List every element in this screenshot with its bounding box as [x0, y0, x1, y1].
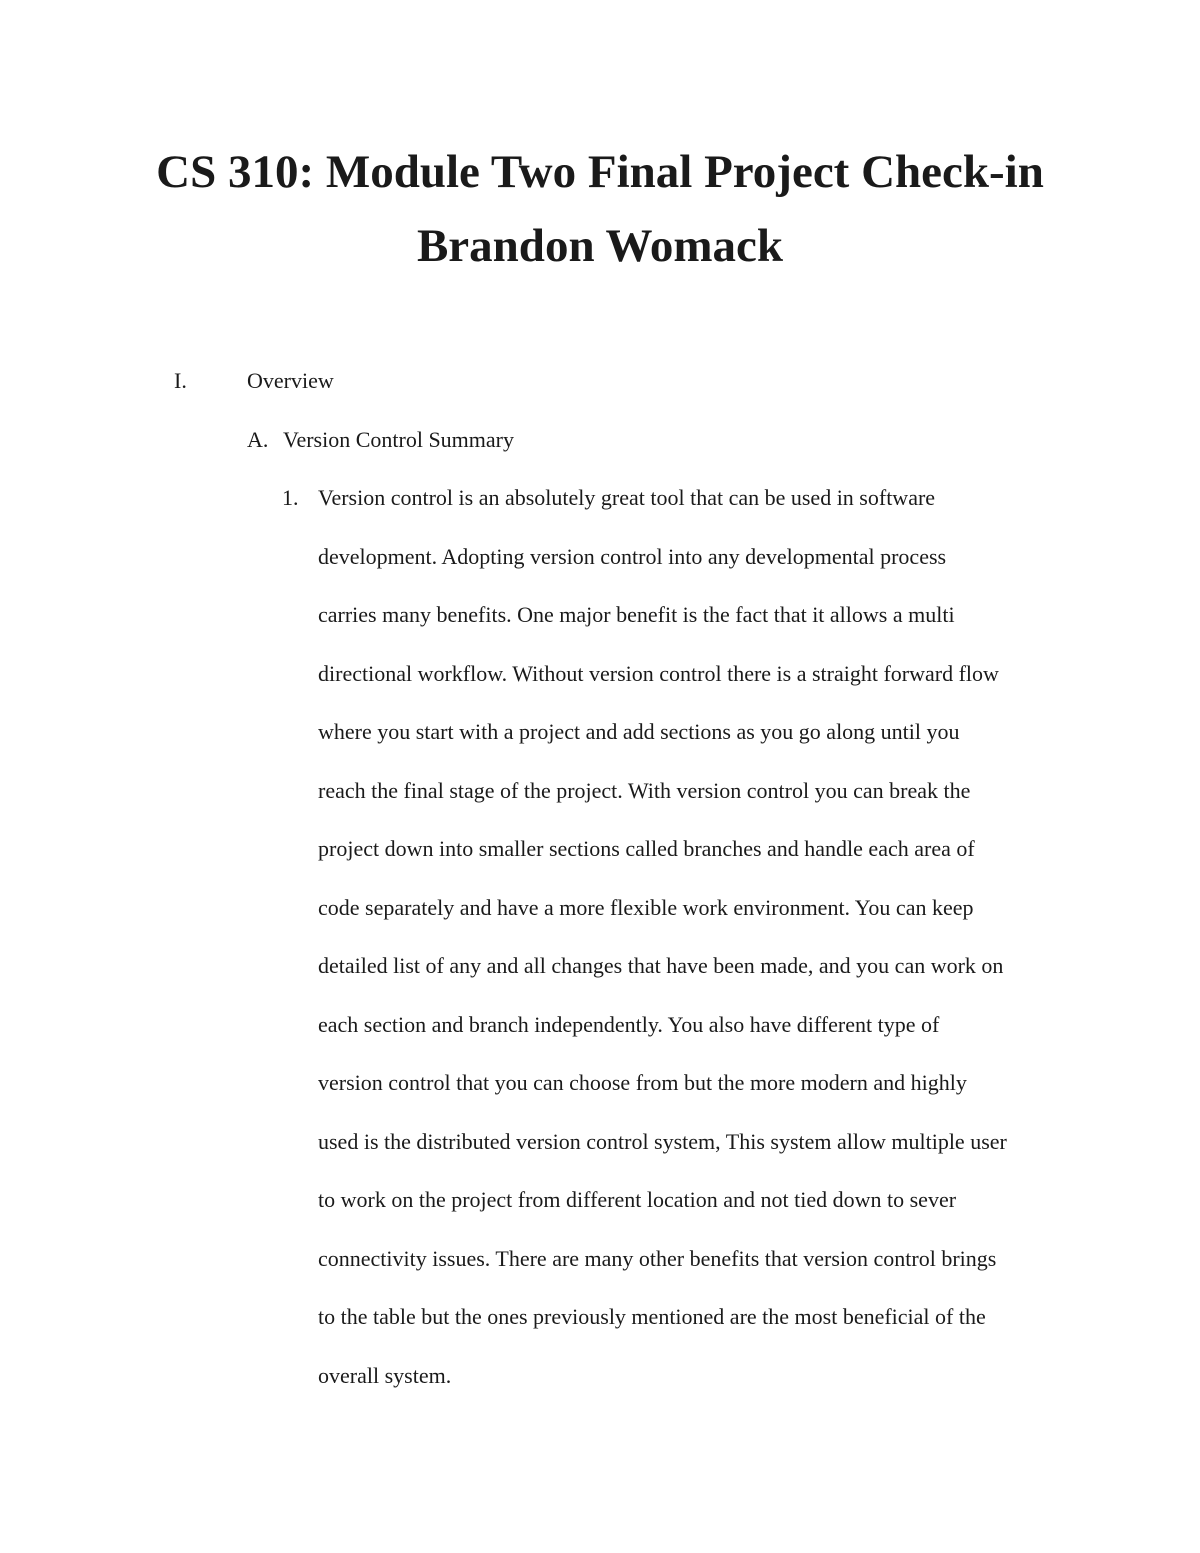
item-marker: 1.	[282, 485, 299, 510]
section-marker: I.	[174, 368, 187, 393]
paragraph-line: to work on the project from different location and not tied down to sever	[318, 1187, 957, 1212]
paragraph-line: development. Adopting version control into any developmental process	[318, 543, 947, 569]
paragraph-line: carries many benefits. One major benefit is the fact that it allows a multi	[318, 602, 955, 627]
paragraph-line: reach the final stage of the project. With version control you can break the	[318, 777, 971, 803]
paragraph-line: used is the distributed version control system, This system allow multiple user	[318, 1128, 1007, 1154]
paragraph-line: code separately and have a more flexible work environment. You can keep	[318, 894, 974, 920]
subsection-marker: A.	[247, 427, 269, 452]
paragraph-line: where you start with a project and add sections as you go along until you	[318, 719, 960, 744]
paragraph-line: connectivity issues. There are many other benefits that version control brings	[318, 1245, 997, 1271]
paragraph-line: Version control is an absolutely great tool that can be used in software	[318, 485, 936, 510]
paragraph-line: to the table but the ones previously mentioned are the most beneficial of the	[318, 1304, 986, 1329]
paragraph-line: each section and branch independently. You also have different type of	[318, 1011, 940, 1037]
subsection-heading: Version Control Summary	[283, 427, 514, 452]
paragraph-line: detailed list of any and all changes that have been made, and you can work on	[318, 953, 1004, 978]
item-paragraph	[318, 483, 1078, 1419]
paragraph-line: project down into smaller sections called branches and handle each area of	[318, 836, 975, 861]
document-title: CS 310: Module Two Final Project Check-in	[156, 146, 1044, 198]
paragraph-line: overall system.	[318, 1362, 452, 1388]
paragraph-line: directional workflow. Without version control there is a straight forward flow	[318, 660, 999, 686]
paragraph-line: version control that you can choose from but the more modern and highly	[318, 1070, 967, 1095]
section-heading: Overview	[247, 368, 334, 393]
document-author: Brandon Womack	[416, 220, 784, 272]
